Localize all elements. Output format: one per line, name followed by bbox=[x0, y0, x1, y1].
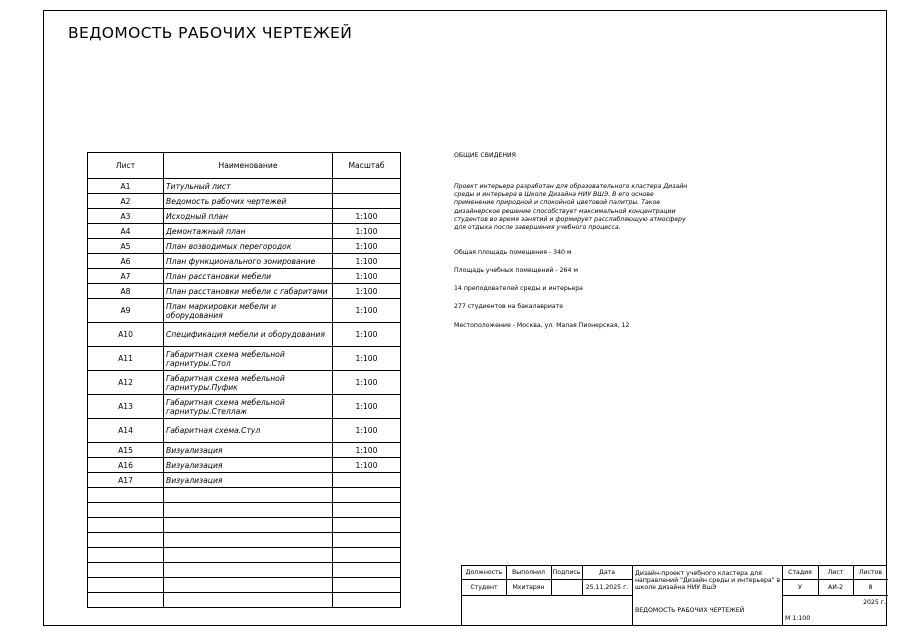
sheet-scale: 1:100 bbox=[333, 419, 401, 443]
sheet-name: План возводимых перегородок bbox=[164, 239, 333, 254]
sheet-name bbox=[164, 593, 333, 608]
table-row bbox=[88, 443, 401, 458]
header-scale: Масштаб bbox=[333, 153, 401, 179]
sheet-number: А14 bbox=[88, 419, 164, 443]
sheet-name: Габаритная схема мебельной гарнитуры.Пуфик bbox=[164, 371, 333, 395]
sheet-name: Титульный лист bbox=[164, 179, 333, 194]
sheet-number: А10 bbox=[88, 323, 164, 347]
table-row bbox=[88, 209, 401, 224]
sheet-scale bbox=[333, 533, 401, 548]
sheet-name bbox=[164, 488, 333, 503]
sheet-scale bbox=[333, 548, 401, 563]
fact-location: Местоположение - Москва, ул. Малая Пионерская, 12 bbox=[454, 322, 630, 329]
sheet-scale bbox=[333, 194, 401, 209]
sheet-name: Габаритная схема.Стул bbox=[164, 419, 333, 443]
value-performer: Мхитарян bbox=[512, 583, 545, 591]
table-row bbox=[88, 179, 401, 194]
title-block bbox=[461, 565, 887, 626]
fact-students: 277 студиентов на бакалавриате bbox=[454, 303, 564, 310]
sheet-number: А16 bbox=[88, 458, 164, 473]
table-row bbox=[88, 269, 401, 284]
sheet-scale: 1:100 bbox=[333, 371, 401, 395]
table-row bbox=[88, 473, 401, 488]
sheet-scale: 1:100 bbox=[333, 323, 401, 347]
sheet-number bbox=[88, 548, 164, 563]
table-row bbox=[88, 323, 401, 347]
sheet-name: План расстановки мебели с габаритами bbox=[164, 284, 333, 299]
sheet-number: А4 bbox=[88, 224, 164, 239]
sheet-name bbox=[164, 563, 333, 578]
value-sheet: АИ-2 bbox=[827, 583, 844, 591]
table-row bbox=[88, 395, 401, 419]
sheet-number bbox=[88, 503, 164, 518]
sheet-number bbox=[88, 488, 164, 503]
sheet-name: Ведомость рабочих чертежей bbox=[164, 194, 333, 209]
sheet-scale bbox=[333, 179, 401, 194]
general-info-title: ОБЩИЕ СВИДЕНИЯ bbox=[454, 152, 516, 159]
table-row bbox=[88, 194, 401, 209]
table-row bbox=[88, 518, 401, 533]
sheet-number: А9 bbox=[88, 299, 164, 323]
fact-teachers: 14 преподователей среды и интерьера bbox=[454, 285, 583, 292]
page-title: ВЕДОМОСТЬ РАБОЧИХ ЧЕРТЕЖЕЙ bbox=[68, 24, 353, 42]
sheet-name bbox=[164, 503, 333, 518]
label-performer: Выполнил bbox=[512, 569, 545, 576]
sheet-scale: 1:100 bbox=[333, 209, 401, 224]
fact-study-area: Площадь учебных помещений - 264 м bbox=[454, 267, 579, 274]
sheet-scale bbox=[333, 578, 401, 593]
table-row bbox=[88, 548, 401, 563]
sheet-number: А5 bbox=[88, 239, 164, 254]
sheet-number bbox=[88, 563, 164, 578]
sheet-number bbox=[88, 578, 164, 593]
sheet-name: Визуализация bbox=[164, 458, 333, 473]
table-row bbox=[88, 299, 401, 323]
sheet-number: А7 bbox=[88, 269, 164, 284]
sheet-number: А11 bbox=[88, 347, 164, 371]
sheet-name: Демонтажный план bbox=[164, 224, 333, 239]
value-signature bbox=[551, 579, 582, 595]
sheet-scale: 1:100 bbox=[333, 347, 401, 371]
label-date: Дата bbox=[598, 569, 616, 576]
sheet-list-table bbox=[87, 152, 401, 608]
sheet-scale: 1:100 bbox=[333, 284, 401, 299]
sheet-name: Габаритная схема мебельной гарнитуры.Стеллаж bbox=[164, 395, 333, 419]
sheet-scale: 1:100 bbox=[333, 239, 401, 254]
sheet-scale bbox=[333, 593, 401, 608]
sheet-scale: 1:100 bbox=[333, 269, 401, 284]
sheet-scale bbox=[333, 563, 401, 578]
value-role: Студент bbox=[470, 583, 498, 591]
sheet-name bbox=[164, 518, 333, 533]
table-header-row bbox=[88, 153, 401, 179]
sheet-number bbox=[88, 518, 164, 533]
table-row bbox=[88, 458, 401, 473]
sheet-scale bbox=[333, 473, 401, 488]
value-stage: У bbox=[798, 583, 802, 591]
project-name: Дизайн-проект учебного кластера для направлений "Дизайн среды и интерьера" в школе дизайна НИУ ВшЭ bbox=[635, 570, 781, 591]
sheet-number: А3 bbox=[88, 209, 164, 224]
sheet-number: А6 bbox=[88, 254, 164, 269]
sheet-title: ВЕДОМОСТЬ РАБОЧИХ ЧЕРТЕЖЕЙ bbox=[635, 606, 745, 614]
sheet-number bbox=[88, 533, 164, 548]
sheet-number bbox=[88, 593, 164, 608]
sheet-scale: 1:100 bbox=[333, 254, 401, 269]
sheet-name: План маркировки мебели и оборудования bbox=[164, 299, 333, 323]
table-row bbox=[88, 563, 401, 578]
table-row bbox=[88, 488, 401, 503]
sheet-scale: 1:100 bbox=[333, 443, 401, 458]
table-row bbox=[88, 347, 401, 371]
sheet-name bbox=[164, 578, 333, 593]
table-row bbox=[88, 254, 401, 269]
sheet-number: А2 bbox=[88, 194, 164, 209]
table-row bbox=[88, 578, 401, 593]
table-row bbox=[88, 533, 401, 548]
sheet-name: Визуализация bbox=[164, 473, 333, 488]
table-row bbox=[88, 371, 401, 395]
sheet-scale bbox=[333, 518, 401, 533]
sheet-number: А8 bbox=[88, 284, 164, 299]
sheet-name: Визуализация bbox=[164, 443, 333, 458]
sheet-number: А17 bbox=[88, 473, 164, 488]
sheet-scale: 1:100 bbox=[333, 458, 401, 473]
label-sheets: Листов bbox=[858, 569, 883, 576]
sheet-scale bbox=[333, 503, 401, 518]
table-row bbox=[88, 419, 401, 443]
sheet-number: А15 bbox=[88, 443, 164, 458]
sheet-name: Исходный план bbox=[164, 209, 333, 224]
value-sheets: 8 bbox=[868, 583, 873, 591]
sheet-name: План расстановки мебели bbox=[164, 269, 333, 284]
label-signature: Подпись bbox=[552, 569, 581, 576]
sheet-name: Спецификация мебели и оборудования bbox=[164, 323, 333, 347]
sheet-scale: 1:100 bbox=[333, 224, 401, 239]
table-row bbox=[88, 503, 401, 518]
table-row bbox=[88, 224, 401, 239]
sheet-name: План функционального зонирование bbox=[164, 254, 333, 269]
header-name: Наименование bbox=[164, 153, 333, 179]
label-sheet: Лист bbox=[827, 569, 844, 576]
value-date: 25.11.2025 г. bbox=[585, 583, 629, 591]
label-stage: Стадия bbox=[788, 569, 812, 576]
table-row bbox=[88, 239, 401, 254]
sheet-name bbox=[164, 548, 333, 563]
sheet-scale: 1:100 bbox=[333, 395, 401, 419]
table-row bbox=[88, 284, 401, 299]
sheet-number: А13 bbox=[88, 395, 164, 419]
label-role: Должность bbox=[465, 569, 503, 576]
sheet-scale: 1:100 bbox=[333, 299, 401, 323]
sheet-scale bbox=[333, 488, 401, 503]
sheet-name: Габаритная схема мебельной гарнитуры.Стол bbox=[164, 347, 333, 371]
sheet-number: А1 bbox=[88, 179, 164, 194]
table-row bbox=[88, 593, 401, 608]
year: 2025 г. bbox=[863, 598, 886, 606]
drawing-scale: М 1:100 bbox=[785, 615, 811, 622]
header-sheet: Лист bbox=[88, 153, 164, 179]
fact-total-area: Общая площадь помещения - 340 м bbox=[454, 249, 572, 256]
general-info-description: Проект интерьера разработан для образовательного кластера Дизайн среды и интерьера в Школе Дизайна НИУ ВШЭ. В его основе применение природной и спокойной цветовой палитры. Такое дизайнерское решение способствует максимальной концентрации студентов во время занятий и формирует расслабляющую атмосферу для отдыха после завершения учебного процесса. bbox=[454, 183, 688, 232]
sheet-name bbox=[164, 533, 333, 548]
sheet-number: А12 bbox=[88, 371, 164, 395]
